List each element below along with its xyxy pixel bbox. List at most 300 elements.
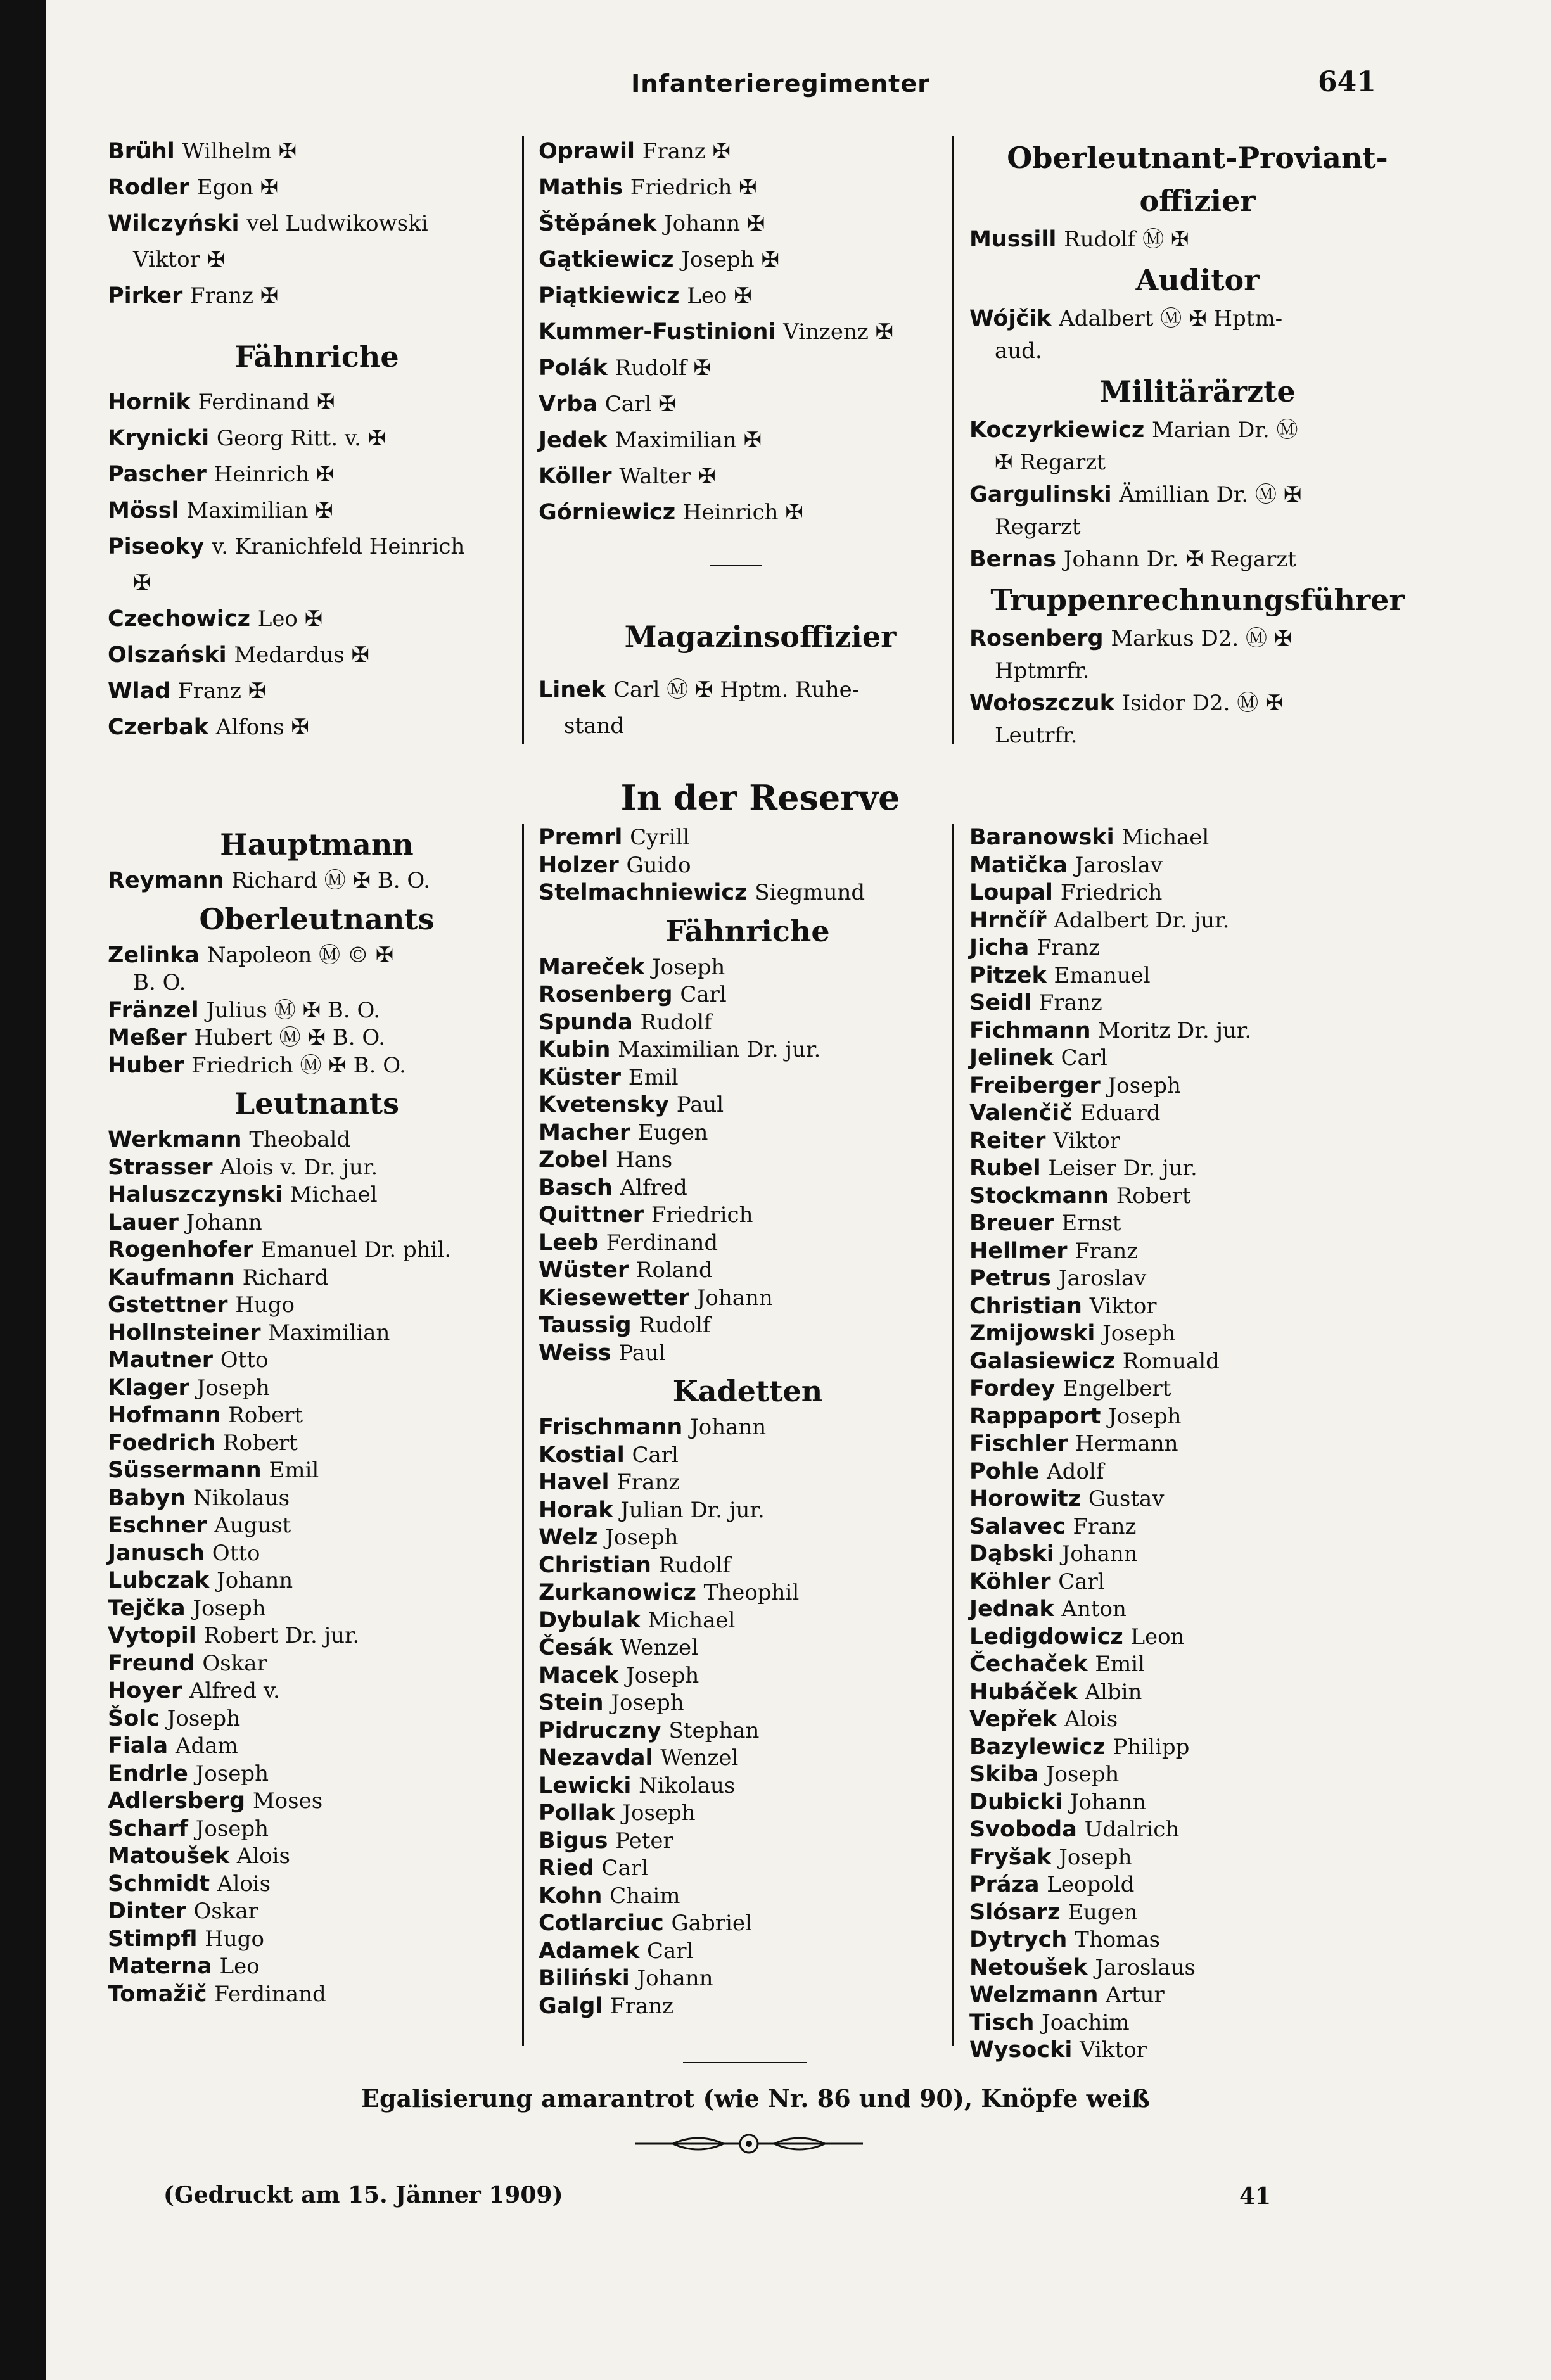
entry-rest: Johann [1069, 1789, 1146, 1815]
list-entry [969, 1099, 1426, 1127]
surname: Fryšak [969, 1844, 1052, 1870]
surname: Nezavdal [539, 1745, 653, 1771]
entry-rest: Leon [1130, 1624, 1185, 1650]
page-number: 641 [1318, 66, 1376, 98]
list-entry [108, 1870, 526, 1898]
entry-rest: Michael [648, 1607, 736, 1633]
surname: Slósarz [969, 1899, 1061, 1925]
surname: Macher [539, 1119, 631, 1145]
surname: Gstettner [108, 1292, 228, 1318]
entry-rest: Viktor [1053, 1128, 1121, 1154]
surname: Práza [969, 1872, 1040, 1897]
list-entry [108, 1952, 526, 1980]
list-entry [969, 1017, 1426, 1045]
list-entry [539, 1524, 957, 1551]
list-entry [539, 1229, 957, 1257]
entry-rest: Jaroslav [1058, 1266, 1147, 1291]
surname: Haluszczynski [108, 1182, 283, 1207]
entry-rest: Albin [1085, 1679, 1142, 1705]
entry-rest: Ernst [1061, 1211, 1121, 1236]
list-entry [539, 133, 982, 169]
section-heading: Kadetten [672, 1374, 823, 1408]
entry-rest: Robert [223, 1430, 298, 1456]
entry-rest: Julian Dr. jur. [620, 1497, 765, 1523]
surname: Mautner [108, 1347, 214, 1373]
entry-rest: Hubert Ⓜ ✠ B. O. [194, 1025, 386, 1050]
list-entry [969, 1705, 1426, 1733]
entry-rest: Anton [1061, 1596, 1127, 1622]
list-entry [108, 205, 526, 241]
entry-rest: Joseph [195, 1816, 269, 1842]
list-entry [539, 1634, 957, 1662]
list-entry [539, 1799, 957, 1827]
entry-rest: Joseph [651, 954, 725, 980]
surname: Wójčik [969, 306, 1052, 331]
entry-rest: ✠ Regarzt [995, 450, 1106, 475]
list-entry [539, 1119, 957, 1147]
list-entry [108, 709, 526, 745]
surname: Kvetensky [539, 1092, 669, 1117]
list-entry [969, 1182, 1426, 1210]
entry-rest: Johann [186, 1209, 262, 1235]
list-entry [969, 1485, 1426, 1513]
surname: Lewicki [539, 1772, 632, 1798]
surname: Skiba [969, 1762, 1039, 1787]
entry-rest: Johann [217, 1568, 293, 1593]
surname: Mussill [969, 227, 1057, 252]
surname: Krynicki [108, 426, 210, 451]
surname: Koczyrkiewicz [969, 417, 1145, 443]
surname: Hollnsteiner [108, 1320, 261, 1346]
entry-rest: Rudolf [639, 1313, 711, 1338]
list-entry [108, 241, 526, 277]
section-heading: Auditor [1135, 263, 1260, 297]
list-entry [969, 1375, 1426, 1403]
list-entry [108, 1401, 526, 1429]
surname: Adlersberg [108, 1788, 246, 1814]
list-entry [539, 1992, 957, 2020]
list-entry [969, 934, 1426, 962]
list-entry [108, 637, 526, 673]
entry-rest: Adam [175, 1733, 238, 1759]
entry-rest: Richard Ⓜ ✠ B. O. [231, 868, 431, 893]
section-heading: Leutnants [234, 1086, 400, 1121]
surname: Ledigdowicz [969, 1624, 1123, 1650]
surname: Fränzel [108, 997, 199, 1023]
entry-rest: Moses [252, 1788, 323, 1814]
list-entry [108, 1181, 526, 1209]
entry-rest: Otto [212, 1540, 260, 1566]
entry-rest: Viktor [1080, 2037, 1147, 2063]
entry-rest: Emil [269, 1458, 319, 1483]
col2-reserve [539, 824, 957, 2020]
list-entry [539, 350, 982, 386]
surname: Huber [108, 1052, 184, 1078]
list-entry [539, 1937, 957, 1965]
entry-rest: Friedrich ✠ [630, 175, 757, 200]
surname: Loupal [969, 880, 1053, 905]
entry-rest: Maximilian ✠ [615, 428, 762, 453]
entry-rest: Leo ✠ [257, 606, 323, 632]
entry-rest: Friedrich Ⓜ ✠ B. O. [191, 1052, 406, 1078]
list-entry [539, 1496, 957, 1524]
entry-rest: Theophil [703, 1580, 800, 1605]
entry-rest: Joseph [196, 1375, 270, 1401]
entry-rest: Friedrich [1060, 880, 1163, 905]
entry-rest: Franz [610, 1993, 674, 2019]
list-entry [108, 1024, 526, 1052]
entry-rest: Hugo [235, 1292, 295, 1318]
surname: Hoyer [108, 1678, 182, 1703]
entry-rest: Jaroslav [1075, 852, 1163, 878]
list-entry [108, 1622, 526, 1650]
col1-reserve [108, 820, 526, 2008]
list-entry [969, 879, 1426, 907]
list-entry [539, 205, 982, 241]
list-entry [539, 494, 982, 530]
list-entry [539, 1827, 957, 1855]
surname: Wołoszczuk [969, 690, 1114, 716]
entry-rest: Viktor [1089, 1293, 1157, 1319]
entry-rest: Johann [690, 1415, 767, 1440]
surname: Lauer [108, 1209, 179, 1235]
entry-rest: Otto [220, 1347, 269, 1373]
list-entry [108, 1236, 526, 1264]
list-entry [969, 478, 1426, 511]
entry-rest: Alfred [620, 1174, 687, 1200]
entry-rest: Paul [676, 1092, 724, 1117]
entry-rest: Robert Dr. jur. [203, 1623, 360, 1648]
surname: Czechowicz [108, 606, 250, 632]
entry-rest: v. Kranichfeld Heinrich [212, 534, 465, 559]
surname: Babyn [108, 1485, 186, 1511]
entry-rest: Napoleon Ⓜ © ✠ [207, 942, 394, 968]
entry-rest: Oskar [193, 1899, 258, 1924]
entry-rest: Wenzel [660, 1745, 739, 1771]
entry-rest: Carl Ⓜ ✠ Hptm. Ruhe- [613, 677, 860, 703]
short-rule [710, 565, 762, 566]
entry-rest: Eugen [637, 1119, 708, 1145]
surname: Jednak [969, 1596, 1054, 1622]
entry-rest: Joseph [1045, 1762, 1120, 1787]
surname: Vepřek [969, 1707, 1057, 1732]
list-entry [108, 1980, 526, 2008]
surname: Havel [539, 1470, 610, 1495]
list-entry [108, 1319, 526, 1347]
list-entry [108, 867, 526, 894]
list-entry [969, 1540, 1426, 1568]
entry-rest: ✠ [133, 570, 151, 595]
col3-reserve [969, 824, 1426, 2064]
list-entry [969, 1403, 1426, 1430]
surname: Wilczyński [108, 211, 239, 236]
surname: Stockmann [969, 1183, 1109, 1209]
entry-rest: Alois [1064, 1707, 1118, 1732]
entry-rest: Peter [615, 1828, 673, 1854]
surname: Hellmer [969, 1238, 1068, 1264]
surname: Zelinka [108, 942, 200, 968]
list-entry [969, 1568, 1426, 1596]
entry-rest: Franz ✠ [642, 139, 731, 164]
entry-rest: Leopold [1047, 1872, 1135, 1897]
list-entry [969, 1733, 1426, 1761]
surname: Tejčka [108, 1595, 186, 1621]
entry-rest: Cyrill [630, 825, 690, 850]
list-entry [969, 989, 1426, 1017]
surname: Dybulak [539, 1607, 641, 1633]
entry-rest: Guido [626, 852, 691, 878]
list-entry [539, 1441, 957, 1469]
entry-rest: Joseph [1107, 1072, 1181, 1098]
list-entry [969, 1209, 1426, 1237]
list-entry [969, 1072, 1426, 1100]
entry-rest: Carl ✠ [604, 391, 677, 417]
entry-rest: Jaroslaus [1095, 1954, 1196, 1980]
column-rule [952, 824, 954, 2046]
list-entry [539, 1772, 957, 1800]
entry-rest: Leo ✠ [687, 283, 752, 309]
entry-rest: Joseph [611, 1690, 684, 1715]
entry-rest: Alfred v. [189, 1678, 280, 1703]
list-entry [108, 420, 526, 456]
surname: Cotlarciuc [539, 1911, 664, 1936]
entry-rest: Joseph [1108, 1403, 1182, 1429]
list-entry [969, 302, 1426, 334]
list-entry [969, 719, 1426, 751]
surname: Czerbak [108, 715, 209, 740]
surname: Köhler [969, 1569, 1051, 1594]
entry-rest: Leo [219, 1954, 260, 1979]
surname: Wysocki [969, 2037, 1073, 2063]
entry-rest: Eduard [1080, 1100, 1161, 1126]
list-entry [969, 1954, 1426, 1982]
entry-rest: Engelbert [1063, 1376, 1171, 1401]
section-heading: Fähnriche [665, 913, 830, 948]
list-entry [539, 1009, 957, 1036]
list-entry [969, 2009, 1426, 2037]
list-entry [108, 1760, 526, 1788]
list-entry [108, 528, 526, 564]
entry-rest: Carl [601, 1855, 648, 1881]
entry-rest: Rudolf Ⓜ ✠ [1064, 227, 1189, 252]
entry-rest: Leiser Dr. jur. [1048, 1155, 1197, 1181]
entry-rest: Franz [1073, 1513, 1137, 1539]
surname: Seidl [969, 990, 1031, 1015]
entry-rest: Rudolf [658, 1552, 731, 1578]
surname: Biliński [539, 1966, 630, 1991]
entry-rest: Johann Dr. ✠ Regarzt [1063, 547, 1296, 572]
surname: Štěpánek [539, 211, 657, 236]
entry-rest: Hans [615, 1147, 673, 1173]
col1-top [108, 133, 526, 314]
entry-rest: Johann ✠ [664, 211, 765, 236]
list-entry [969, 1044, 1426, 1072]
entry-rest: Johann [1061, 1541, 1138, 1567]
surname: Lubczak [108, 1568, 210, 1593]
list-entry [969, 1430, 1426, 1458]
list-entry [969, 1678, 1426, 1706]
section-heading: Militärärzte [1099, 374, 1296, 409]
surname: Frischmann [539, 1415, 683, 1440]
entry-rest: Moritz Dr. jur. [1098, 1017, 1252, 1043]
column-rule [522, 824, 524, 2046]
list-entry [969, 1926, 1426, 1954]
list-entry [108, 1429, 526, 1457]
surname: Petrus [969, 1266, 1052, 1291]
surname: Stelmachniewicz [539, 880, 748, 905]
surname: Scharf [108, 1816, 188, 1842]
surname: Köller [539, 464, 612, 489]
entry-rest: Joseph [622, 1800, 696, 1826]
surname: Brühl [108, 139, 175, 164]
surname: Süssermann [108, 1458, 262, 1483]
surname: Jelinek [969, 1045, 1054, 1071]
list-entry [539, 1311, 957, 1339]
list-entry [539, 422, 982, 458]
entry-rest: Gustav [1088, 1486, 1165, 1511]
section-heading: offizier [1139, 184, 1256, 218]
column-rule [952, 136, 954, 744]
surname: Piątkiewicz [539, 283, 680, 309]
list-entry [108, 601, 526, 637]
surname: Dubicki [969, 1789, 1063, 1815]
surname: Meßer [108, 1025, 187, 1050]
running-header: Infanterieregimenter [631, 70, 930, 98]
page [46, 0, 1551, 2380]
entry-rest: Adalbert Ⓜ ✠ Hptm- [1059, 306, 1283, 331]
entry-rest: Wilhelm ✠ [182, 139, 297, 164]
list-entry [539, 1964, 957, 1992]
list-entry [969, 622, 1426, 654]
list-entry [539, 824, 957, 851]
entry-rest: Johann [696, 1285, 773, 1311]
list-entry [108, 1052, 526, 1079]
surname: Vytopil [108, 1623, 196, 1648]
list-entry [539, 1091, 957, 1119]
surname: Bazylewicz [969, 1734, 1106, 1760]
list-entry [539, 1339, 957, 1367]
surname: Oprawil [539, 139, 635, 164]
col2-top [539, 133, 982, 530]
surname: Linek [539, 677, 606, 703]
list-entry [969, 1264, 1426, 1292]
entry-rest: Medardus ✠ [234, 642, 370, 668]
entry-rest: Robert [228, 1403, 303, 1428]
entry-rest: B. O. [133, 970, 186, 995]
list-entry [969, 543, 1426, 575]
surname: Wlad [108, 678, 171, 704]
entry-rest: Franz [1038, 990, 1102, 1015]
entry-rest: Siegmund [755, 880, 865, 905]
entry-rest: Robert [1116, 1183, 1191, 1209]
list-entry [539, 708, 982, 744]
list-entry [969, 1513, 1426, 1541]
list-entry [969, 511, 1426, 543]
surname: Jicha [969, 935, 1030, 960]
entry-rest: aud. [995, 338, 1042, 364]
entry-rest: Maximilian Dr. jur. [618, 1037, 821, 1062]
entry-rest: Vinzenz ✠ [783, 319, 894, 345]
entry-rest: Julius Ⓜ ✠ B. O. [206, 997, 381, 1023]
entry-rest: Joseph [605, 1525, 679, 1550]
entry-rest: Adolf [1047, 1458, 1104, 1484]
list-entry [969, 414, 1426, 446]
entry-rest: Artur [1106, 1982, 1165, 2008]
list-entry [969, 1899, 1426, 1926]
entry-rest: Romuald [1122, 1348, 1220, 1374]
list-entry [108, 1291, 526, 1319]
list-entry [969, 334, 1426, 367]
entry-rest: Ämillian Dr. Ⓜ ✠ [1119, 482, 1302, 507]
surname: Welz [539, 1525, 598, 1550]
list-entry [539, 1744, 957, 1772]
section-heading: Hauptmann [220, 827, 414, 862]
list-entry [539, 277, 982, 314]
list-entry [108, 1539, 526, 1567]
entry-rest: Carl [632, 1442, 679, 1468]
surname: Holzer [539, 852, 619, 878]
list-entry [539, 1662, 957, 1690]
entry-rest: Joseph [195, 1760, 269, 1786]
entry-rest: Johann [637, 1966, 713, 1991]
surname: Strasser [108, 1154, 213, 1180]
surname: Olszański [108, 642, 227, 668]
surname: Kostial [539, 1442, 625, 1468]
entry-rest: Nikolaus [639, 1772, 736, 1798]
footer-rule [683, 2062, 807, 2063]
entry-rest: Richard [242, 1264, 329, 1290]
entry-rest: Alois [217, 1871, 271, 1897]
list-entry [539, 1201, 957, 1229]
list-entry [969, 1650, 1426, 1678]
list-entry [539, 1256, 957, 1284]
surname: Zobel [539, 1147, 609, 1173]
list-entry [969, 907, 1426, 934]
entry-rest: Thomas [1075, 1927, 1161, 1952]
surname: Christian [969, 1293, 1082, 1319]
surname: Welzmann [969, 1982, 1099, 2008]
entry-rest: vel Ludwikowski [246, 211, 428, 236]
entry-rest: Gabriel [671, 1911, 752, 1936]
entry-rest: Hugo [205, 1926, 264, 1952]
list-entry [539, 1064, 957, 1091]
list-entry [969, 1843, 1426, 1871]
entry-rest: Rudolf [640, 1009, 712, 1035]
list-entry [539, 671, 982, 708]
list-entry [969, 1788, 1426, 1816]
entry-rest: Michael [290, 1182, 378, 1207]
list-entry [108, 1264, 526, 1292]
list-entry [108, 564, 526, 601]
list-entry [539, 1717, 957, 1745]
entry-rest: Franz [1037, 935, 1101, 960]
list-entry [108, 492, 526, 528]
surname: Galgl [539, 1993, 603, 2019]
surname: Zmijowski [969, 1321, 1095, 1346]
surname: Mathis [539, 175, 623, 200]
list-entry [108, 1594, 526, 1622]
entry-rest: Marian Dr. Ⓜ [1151, 417, 1298, 443]
list-entry [108, 1842, 526, 1870]
entry-rest: Joseph [1059, 1844, 1132, 1870]
list-entry [108, 1374, 526, 1402]
surname: Gątkiewicz [539, 247, 674, 272]
entry-rest: Chaim [610, 1883, 680, 1909]
list-entry [969, 851, 1426, 879]
list-entry [539, 851, 957, 879]
list-entry [108, 1346, 526, 1374]
list-entry [969, 1981, 1426, 2009]
